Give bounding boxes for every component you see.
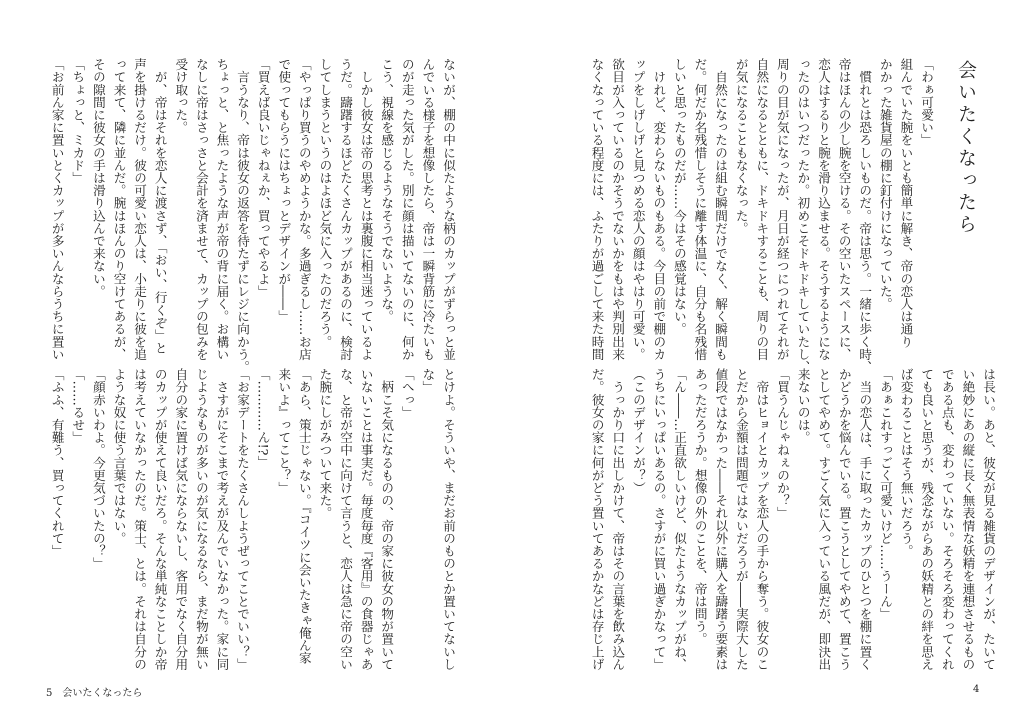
text-line: 「へっ」 <box>399 368 415 419</box>
text-line: うっかり口に出しかけて、帝はその言葉を飲み込ん <box>610 368 626 671</box>
text-line: いないことは事実だ。毎度毎度『客用』の食器じゃあ <box>358 368 374 671</box>
text-line: 来いよ』ってこと？」 <box>276 368 292 494</box>
text-line: ないが、棚の中に似たような柄のカップがずらっと並 <box>441 58 456 361</box>
text-line: 柄こそ気になるものの、帝の家に彼女の物が置いて <box>379 368 395 671</box>
text-line: しいと思ったものだが……今はその感覚はない。 <box>671 58 687 336</box>
text-line: ップをしげしげと見つめる恋人の顔はやはり可愛い。 <box>630 58 646 361</box>
text-block-lower <box>46 368 458 671</box>
text-line: は考えていなかったのだ。策士、とは。それは自分の <box>132 368 148 671</box>
text-line: その隙間に彼女の手は滑り込んで来ない。 <box>90 58 106 298</box>
text-line: してしまうというのはよほど気に入ったのだろう。 <box>317 58 333 348</box>
text-line: ば変わることはそう無いだろう。 <box>898 368 914 557</box>
footer-page-number-title: 5 会いたくなったら <box>46 688 143 699</box>
right-page <box>512 0 1024 728</box>
text-line: 「ちょっと、ミカド」 <box>70 58 86 184</box>
text-line: うだ。躊躇するほどたくさんカップがあるのに、検討 <box>338 58 354 361</box>
text-line: 帝はほんの少し腕を空ける。その空いたスペースに、 <box>836 58 852 361</box>
text-line: ような奴に使う言葉ではない。 <box>111 368 127 545</box>
text-line: 「買えば良いじゃねぇか、買ってやるよ」 <box>255 58 271 298</box>
text-line: 「……るせ」 <box>70 368 86 444</box>
text-line: とだから金額は問題ではないだろうが――実際大した <box>733 368 749 671</box>
text-line: 「買うんじゃねぇのか？」 <box>775 368 791 520</box>
text-block-upper <box>586 58 936 373</box>
text-line: 「あぁこれすっごく可愛いけど……うーん」 <box>878 368 894 620</box>
text-line: 「わぁ可愛い」 <box>919 58 934 147</box>
text-line: 自然になったのは組む瞬間だけでなく、解く瞬間も <box>713 58 729 361</box>
text-line: 「お前ん家に置いとくカップが多いんならうちに置い <box>49 58 65 361</box>
text-line: かかった雑貨屋の棚に釘付けになっていた。 <box>877 58 893 310</box>
text-line: な」 <box>420 368 436 394</box>
text-line: とけよ。そういや、まだお前のものとか置いてないし <box>441 368 456 671</box>
text-line: 言うなり、帝は彼女の返答を待たずにレジに向かう。 <box>235 58 251 373</box>
text-line: 周りの目が気になったが、月日が経つにつれてそれが <box>774 58 790 361</box>
text-line: なしに帝はさっさと会計を済ませて、カップの包みを <box>193 58 209 361</box>
text-line: 「やっぱり買うのやめようかな。多過ぎるし……お店 <box>296 58 312 361</box>
text-line: って来て、隣に並んだ。腕はほんのり空けてあるが、 <box>111 58 127 361</box>
text-line: （このデザインが？） <box>630 368 646 494</box>
text-line: である点も、変わっていない。そろそろ変わってくれ <box>939 368 955 671</box>
text-line: た腕にしがみついて来た。 <box>317 368 333 520</box>
text-line: 「ん――…正直欲しいけど、似たようなカップがね、 <box>672 368 688 671</box>
text-line: なくなっている程度には、ふたりが過ごして来た時間 <box>589 58 605 361</box>
text-line: ても良いと思うが、残念ながらあの妖精との絆を思え <box>919 368 935 671</box>
text-line: が、帝はそれを恋人に渡さず、「おい、行くぞ」と <box>152 58 168 355</box>
text-line: だ。何だか名残惜しそうに離す体温に、自分も名残惜 <box>692 58 708 361</box>
text-block-lower <box>586 368 998 671</box>
text-line: 「あら、策士じゃない。『コイツに会いたきゃ俺ん家 <box>296 368 312 665</box>
text-line: 組んでいた腕をいとも簡単に解き、帝の恋人は通り <box>898 58 914 348</box>
text-line: かどうかを悩んでいる。置こうとしてやめて、置こう <box>836 368 852 671</box>
text-line: こう、視線を感じるようなそうでないような。 <box>379 58 395 323</box>
text-line: 自然になるとともに、ドキドキすることも、周りの目 <box>754 58 770 361</box>
text-block-upper <box>46 58 458 373</box>
text-line: のが走った気がした。別に顔は描いてないのに、何か <box>399 58 415 361</box>
text-line: が気になることもなくなった。 <box>733 58 749 235</box>
text-line: あっただろうか。想像の外のことを、帝は問う。 <box>692 368 708 646</box>
text-line: けれど、変わらないものもある。今目の前で棚のカ <box>651 58 667 361</box>
text-line: 来ないのは。 <box>795 368 811 444</box>
text-line: 値段ではなかった――それ以外に購入を躊躇う要素は <box>713 368 729 671</box>
text-line: は長い。あと、彼女が見る雑貨のデザインが、たいて <box>981 368 996 671</box>
text-line: うちにいっぱいあるの。さすがに買い過ぎかなって」 <box>651 368 667 671</box>
text-line: 帝はヒョイとカップを恋人の手から奪う。彼女のこ <box>754 368 770 671</box>
text-line: 恋人はするりと腕を滑り込ませる。そうするようにな <box>816 58 832 361</box>
text-line: んでいる様子を想像したら、帝は一瞬背筋に冷たいも <box>420 58 436 361</box>
text-line: い絶妙にあの縦に長く無表情な妖精を連想させるもの <box>960 368 976 671</box>
text-line: 当の恋人は、手に取ったカップのひとつを棚に置く <box>857 368 873 671</box>
text-line: 声を掛けるだけ。彼の可愛い恋人は、小走りに彼を追 <box>132 58 148 361</box>
text-line: 「お家デートをたくさんしようぜってことでいい？」 <box>235 368 251 671</box>
text-line: 自分の家に置けば気にならないし、客用でなく自分用 <box>173 368 189 671</box>
text-line: としてやめて。すごく気に入っている風だが、即決出 <box>816 368 832 671</box>
chapter-title: 会いたくなったら <box>955 60 977 236</box>
text-line: 「…………ん!?」 <box>255 368 271 468</box>
text-line: しかし彼女は帝の思考とは裏腹に相当迷っているよ <box>358 58 374 361</box>
text-line: ったのはいつだったか。初めこそドキドキしていたし、 <box>795 58 811 373</box>
text-line: 「ふふ、有難う、買ってくれて」 <box>49 368 65 557</box>
text-line: 慣れとは恐ろしいものだ。帝は思う。一緒に歩く時、 <box>857 58 873 373</box>
text-line: 受け取った。 <box>173 58 189 134</box>
footer-page-number: 4 <box>973 684 980 695</box>
text-line: で使ってもらうにはちょっとデザインが――」 <box>276 58 292 323</box>
text-line: な、と帝が空中に向けて言うと、恋人は急に帝の空い <box>338 368 354 671</box>
text-line: ちょっと、と焦ったような声が帝の背に届く。お構い <box>214 58 230 361</box>
text-line: のカップが使えて良いだろ。そんな単純なことしか帝 <box>152 368 168 671</box>
text-line: さすがにそこまで考えが及んでいなかった。家に同 <box>214 368 230 671</box>
text-line: だ。彼女の家に何がどう置いてあるかなどは存じ上げ <box>589 368 605 671</box>
text-line: 欲目が入っているのかそうでないかをもはや判別出来 <box>610 58 626 361</box>
text-line: じようなものが多いのが気になるなら、まだ物が無い <box>193 368 209 671</box>
text-line: 「顔赤いわよ。今更気づいたの？」 <box>90 368 106 570</box>
